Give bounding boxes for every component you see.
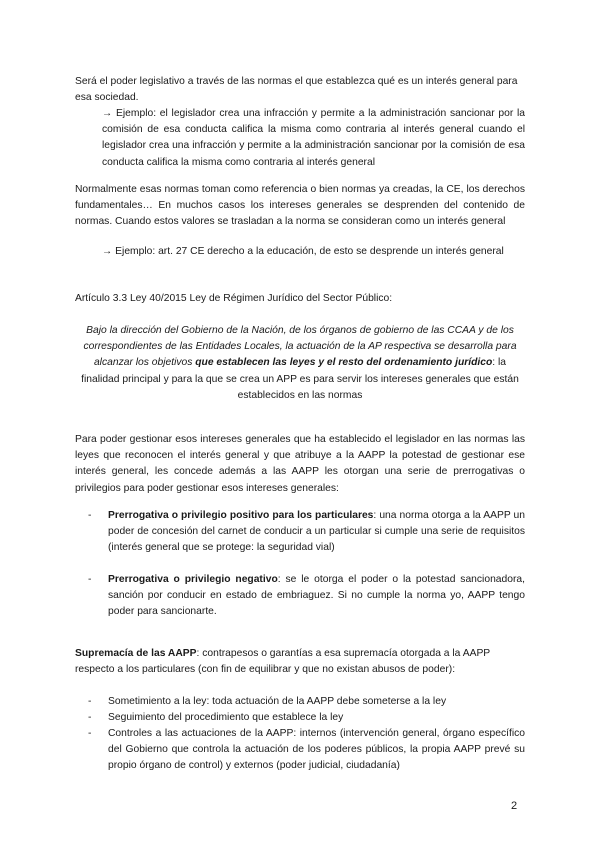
list-marker: - — [88, 728, 92, 739]
list-item — [75, 572, 525, 621]
example-art-27: → Ejemplo: art. 27 CE derecho a la educación, de esto se desprende un interés general — [102, 246, 504, 257]
prerogative-negative-text: : se le otorga el poder o la potestad sancionadora, sanción por conducir en estado de embriaguez. Si no cumple la norma yo, AAPP tengo poder para sancionarte. — [108, 574, 525, 618]
control-procedure: Seguimiento del procedimiento que establece la ley — [108, 712, 344, 723]
example-infraction: → Ejemplo: el legislador crea una infracción y permite a la administración sancionar por la comisión de esa conducta califica la misma como contraria al interés general cuando el legislador crea una infracción y permite a la administración sancionar por la comisión de esa conducta califica la misma como contraria al interés general — [102, 108, 525, 168]
prerogative-positive-text: : una norma otorga a la AAPP un poder de concesión del carnet de conducir a un particular si cumple una serie de requisitos (interés general que se protege: la seguridad vial) — [108, 510, 525, 554]
article-heading: Artículo 3.3 Ley 40/2015 Ley de Régimen Jurídico del Sector Público: — [75, 293, 393, 304]
list-item — [75, 508, 525, 557]
list-marker: - — [88, 510, 92, 521]
supremacy-title: Supremacía de las AAPP — [75, 648, 197, 659]
page-number: 2 — [511, 800, 518, 812]
prerogative-negative-title: Prerrogativa o privilegio negativo — [108, 574, 278, 585]
quote-plain-end: : la finalidad principal y para la que se crea un APP es para servir los intereses generales que están establecidos en las normas — [81, 357, 519, 401]
list-item — [75, 694, 525, 710]
supremacy-text: : contrapesos o garantías a esa supremacía otorgada a la AAPP respecto a los particulares (con fin de equilibrar y que no existan abusos de poder): — [75, 648, 490, 676]
list-marker: - — [88, 574, 92, 585]
list-item — [75, 726, 525, 775]
list-marker: - — [88, 696, 92, 707]
control-actions: Controles a las actuaciones de la AAPP: internos (intervención general, órgano específico del Gobierno que controla la actuación de los poderes públicos, la propia AAPP prevé su propio órgano de control) y externos (poder judicial, ciudadanía) — [108, 728, 525, 772]
paragraph-legislative-power: Será el poder legislativo a través de las normas el que establezca qué es un interés general para esa sociedad. — [75, 76, 518, 104]
quote-bold-phrase: que establecen las leyes y el resto del ordenamiento jurídico — [195, 357, 493, 369]
quote-italic-start: Bajo la dirección del Gobierno de la Nación, de los órganos de gobierno de las CCAA y de los correspondientes de las Entidades Locales, la actuación de la AP respectiva se desarrolla para alcanzar los objetivos — [83, 325, 517, 369]
prerogative-positive-title: Prerrogativa o privilegio positivo para los particulares — [108, 510, 374, 521]
paragraph-norms-reference: Normalmente esas normas toman como referencia o bien normas ya creadas, la CE, los derechos fundamentales… En muchos casos los intereses generales se desprenden del contenido de normas. Cuando estos valores se trasladan a la norma se consideran como un interés general — [75, 184, 525, 228]
list-marker: - — [88, 712, 92, 723]
article-quote — [75, 323, 525, 404]
paragraph-supremacy — [75, 646, 525, 678]
paragraph-prerogatives-intro: Para poder gestionar esos intereses generales que ha establecido el legislador en las normas las leyes que reconocen el interés general y que atribuye a la AAPP la potestad de gestionar ese interés general, les concede además a las AAPP les otorgan una serie de prerrogativas o privilegios para poder gestionar esos intereses generales: — [75, 434, 525, 494]
list-item — [75, 710, 525, 726]
control-subjection-law: Sometimiento a la ley: toda actuación de la AAPP debe someterse a la ley — [108, 696, 447, 707]
